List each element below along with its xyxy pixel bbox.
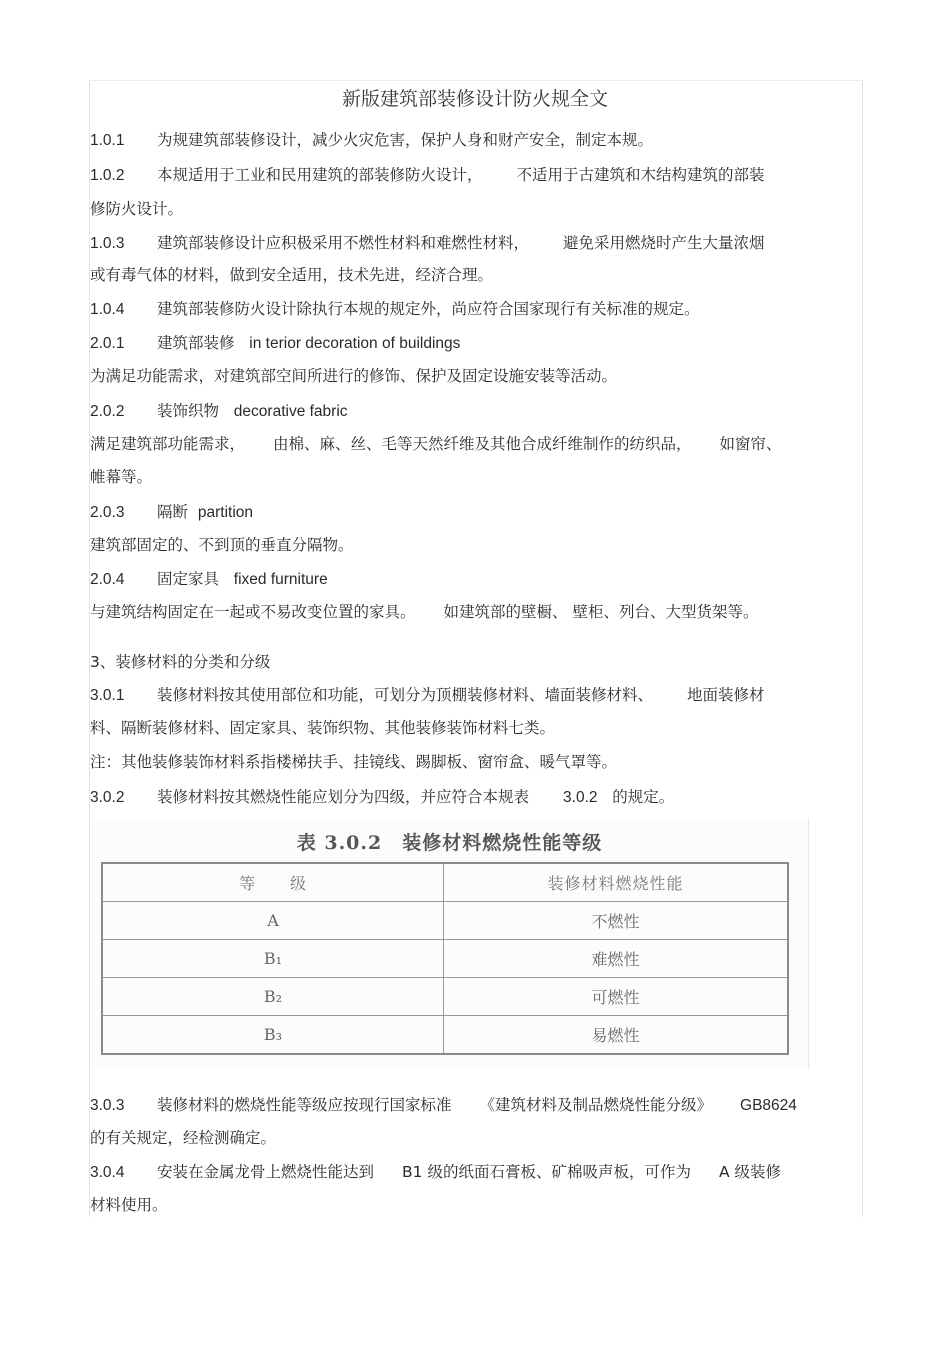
clause-text: 的规定。 [612,788,675,806]
clause-number: 3.0.2 [90,789,125,806]
clause-3-0-2 [90,787,674,808]
table-row [102,940,788,978]
grade-cell: B₂ [102,978,444,1016]
term-2-0-1 [90,333,460,354]
term-definition: 建筑部固定的、不到顶的垂直分隔物。 [90,536,354,554]
clause-continuation: 的有关规定，经检测确定。 [90,1129,277,1147]
definition-part: 如建筑部的壁橱、 壁柜、列台、大型货架等。 [443,603,759,621]
clause-number: 1.0.4 [90,301,125,318]
standard-code: GB8624 [740,1097,797,1114]
clause-number: 2.0.4 [90,571,125,588]
table-header-row [102,863,788,902]
definition-part: 满足建筑部功能需求， [90,435,246,453]
term-name: 建筑部装修 [157,334,235,352]
table-header-cell: 装修材料燃烧性能 [444,863,789,902]
grade-table-figure [91,818,809,1069]
table-row [102,1016,788,1055]
clause-text: 装修材料的燃烧性能等级应按现行国家标准 [157,1096,452,1114]
clause-number: 1.0.2 [90,167,125,184]
term-english: partition [197,504,254,521]
clause-text: 装修材料按其燃烧性能应划分为四级，并应符合本规表 [157,788,530,806]
term-definition-continuation: 帷幕等。 [90,468,153,486]
term-definition [90,602,758,622]
clause-text: 为规建筑部装修设计，减少火灾危害，保护人身和财产安全，制定本规。 [157,131,654,149]
clause-continuation: 材料使用。 [90,1196,168,1214]
term-definition: 为满足功能需求，对建筑部空间所进行的修饰、保护及固定设施安装等活动。 [90,367,618,385]
term-name: 装饰织物 [157,402,220,420]
definition-part: 与建筑结构固定在一起或不易改变位置的家具。 [90,603,416,621]
term-name: 固定家具 [157,570,220,588]
clause-text: 装修材料按其使用部位和功能，可划分为顶棚装修材料、墙面装修材料、 [157,686,654,704]
clause-1-0-2 [90,165,765,186]
clause-text: A 级装修 [718,1163,781,1181]
clause-number: 2.0.2 [90,403,125,420]
clause-1-0-3 [90,233,765,254]
term-2-0-4 [90,569,328,590]
performance-cell: 难燃性 [444,940,789,978]
note-text: 注：其他装修装饰材料系指楼梯扶手、挂镜线、踢脚板、窗帘盒、暖气罩等。 [90,753,618,771]
standard-title: 《建筑材料及制品燃烧性能分级》 [479,1096,713,1114]
term-english: in terior decoration of buildings [249,335,461,352]
grade-table [101,862,789,1055]
definition-part: 由棉、麻、丝、毛等天然纤维及其他合成纤维制作的纺织品， [273,435,692,453]
clause-text: 安装在金属龙骨上燃烧性能达到 [157,1163,375,1181]
clause-3-0-4 [90,1162,781,1183]
term-2-0-3 [90,502,253,523]
clause-continuation: 或有毒气体的材料，做到安全适用，技术先进，经济合理。 [90,266,494,284]
table-caption: 表 3.0.2 装修材料燃烧性能等级 [296,832,603,854]
term-definition [90,434,782,454]
clause-text: 避免采用燃烧时产生大量浓烟 [563,234,765,252]
table-row [102,978,788,1016]
clause-3-0-1 [90,685,765,706]
clause-3-0-3 [90,1095,797,1116]
clause-1-0-1 [90,130,653,151]
table-row [102,902,788,940]
term-english: fixed furniture [233,571,328,588]
section-heading: 3、装修材料的分类和分级 [90,653,271,671]
clause-continuation: 修防火设计。 [90,200,184,218]
clause-number: 2.0.1 [90,335,125,352]
clause-text: 不适用于古建筑和木结构建筑的部装 [516,166,765,184]
performance-cell: 不燃性 [444,902,789,940]
document-title: 新版建筑部装修设计防火规全文 [341,88,608,110]
term-2-0-2 [90,401,348,422]
clause-continuation: 料、隔断装修材料、固定家具、装饰织物、其他装修装饰材料七类。 [90,719,556,737]
clause-text: 地面装修材 [687,686,765,704]
clause-text: 建筑部装修防火设计除执行本规的规定外，尚应符合国家现行有关标准的规定。 [157,300,700,318]
clause-number: 1.0.3 [90,235,125,252]
grade-cell: B₃ [102,1016,444,1055]
grade-cell: B₁ [102,940,444,978]
clause-number: 3.0.4 [90,1164,125,1181]
term-english: decorative fabric [233,403,348,420]
performance-cell: 可燃性 [444,978,789,1016]
definition-part: 如窗帘、 [719,435,782,453]
clause-text: B1 级的纸面石膏板、矿棉吸声板，可作为 [402,1163,691,1181]
table-header-cell: 等 级 [102,863,444,902]
clause-1-0-4 [90,299,700,320]
clause-number: 2.0.3 [90,504,125,521]
clause-number: 3.0.1 [90,687,125,704]
clause-number: 3.0.3 [90,1097,125,1114]
clause-text: 本规适用于工业和民用建筑的部装修防火设计， [157,166,483,184]
clause-number: 1.0.1 [90,132,125,149]
clause-text: 建筑部装修设计应积极采用不燃性材料和难燃性材料， [157,234,530,252]
term-name: 隔断 [157,503,189,521]
table-reference: 3.0.2 [563,789,598,806]
performance-cell: 易燃性 [444,1016,789,1055]
grade-cell: A [102,902,444,940]
